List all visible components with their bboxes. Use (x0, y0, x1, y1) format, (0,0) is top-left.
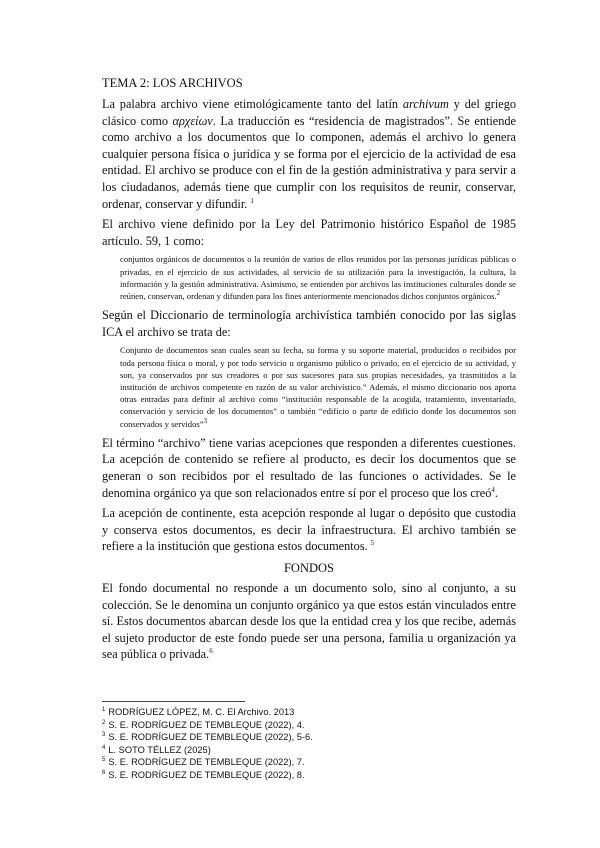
footnotes (102, 706, 516, 782)
latin-term: archivum (402, 97, 449, 111)
footnote-item: $^6$ S. E. RODRÍGUEZ DE TEMBLEQUE (2022), 8. (102, 769, 305, 780)
footnote-ref[interactable]: 1 (250, 196, 254, 205)
footnote-ref[interactable]: 3 (203, 416, 208, 425)
paragraph-continente: La acepción de continente, esta acepción responde al lugar o depósito que custodia y conserva estos documentos, es decir la infraestructura. El archivo también se refiere a la institución que gestiona estos documentos. $^5$ (102, 506, 516, 554)
block-quote-law: conjuntos orgánicos de documentos o la reunión de varios de ellos reunidos por las personas jurídicas públicas o privadas, en el ejercicio de sus actividades, al servicio de su utilización para la investigación, la cultura, la información y la gestión administrativa. Asimismo, se entienden por archivos las instituciones culturales donde se reúnen, conservan, ordenan y difunden para los fines anteriormente mencionados dichos conjuntos orgánicos.$^2$ (120, 254, 516, 301)
greek-term: αρχείων (172, 113, 213, 128)
footnote-ref[interactable]: 4 (491, 485, 495, 494)
paragraph-law-definition: El archivo viene definido por la Ley del Patrimonio histórico Español de 1985 artículo. 59, 1 como: (102, 217, 516, 248)
footnote-ref[interactable]: 6 (209, 647, 213, 656)
main-content (102, 76, 516, 667)
footnote-item: $^5$ S. E. RODRÍGUEZ DE TEMBLEQUE (2022), 7. (102, 757, 305, 768)
footnote-ref[interactable]: 2 (496, 289, 501, 298)
footnote-item: $^1$ RODRÍGUEZ LÓPEZ, M. C. El Archivo. 2013 (102, 706, 295, 717)
footnote-item: $^3$ S. E. RODRÍGUEZ DE TEMBLEQUE (2022), 5-6. (102, 732, 313, 743)
footnote-ref[interactable]: 5 (370, 539, 375, 548)
footnote-divider (102, 701, 245, 702)
block-quote-ica: Conjunto de documentos sean cuales sean su fecha, su forma y su soporte material, producidos o recibidos por toda persona física o moral, y por todo servicio u organismo público o privado, en el ejercicio de su actividad, y son, ya conservados por sus creadores o por sus sucesores para sus propias necesidades, ya trasmitidos a la institución de archivos competente en razón de su valor archivístico.” Además, el mismo diccionario nos aporta otras entradas para definir al archivo como “institución responsable de la acogida, tratamiento, inventariado, conservación y servicio de los documentos” o también “edificio o parte de edificio donde los documentos son conservados y servidos”$^3$ (120, 345, 516, 429)
footnote-item: $^2$ S. E. RODRÍGUEZ DE TEMBLEQUE (2022), 4. (102, 719, 305, 730)
paragraph-fondos: El fondo documental no responde a un documento solo, sino al conjunto, a su colección. Se le denomina un conjunto orgánico ya que estos están vinculados entre sí. Estos documentos abarcan desde los que la entidad crea y los que recibe, además el sujeto productor de este fondo puede ser una persona, familia u organización ya sea pública o privada.$^6$ (102, 580, 516, 662)
paragraph-ica: Según el Diccionario de terminología archivística también conocido por las siglas ICA el archivo se trata de: (102, 308, 516, 339)
page-title: TEMA 2: LOS ARCHIVOS (102, 76, 243, 90)
paragraph-etymology: La palabra archivo viene etimológicamente tanto del latín archivum y del griego clásico como αρχείων. La traducción es “residencia de magistrados”. Se entiende como archivo a los documentos que lo componen, además el archivo lo genera cualquier persona física o jurídica y se forma por el ejercicio de la actividad de esa entidad. El archivo se produce con el fin de la gestión administrativa y para servir a los ciudadanos, además tiene que cumplir con los requisitos de reunir, conservar, ordenar, conservar y difundir. $^1$ (102, 97, 517, 211)
section-heading-fondos: FONDOS (283, 560, 334, 575)
footnote-item: $^4$ L. SOTO TÉLLEZ (2025) (102, 744, 211, 755)
paragraph-acepciones: El término “archivo” tiene varias acepciones que responden a diferentes cuestiones. La acepción de contenido se refiere al producto, es decir los documentos que se generan o son recibidos por el resultado de las funciones o actividades. Se le denomina orgánico ya que son relacionados entre sí por el proceso que los creó$^4$. (102, 435, 516, 500)
